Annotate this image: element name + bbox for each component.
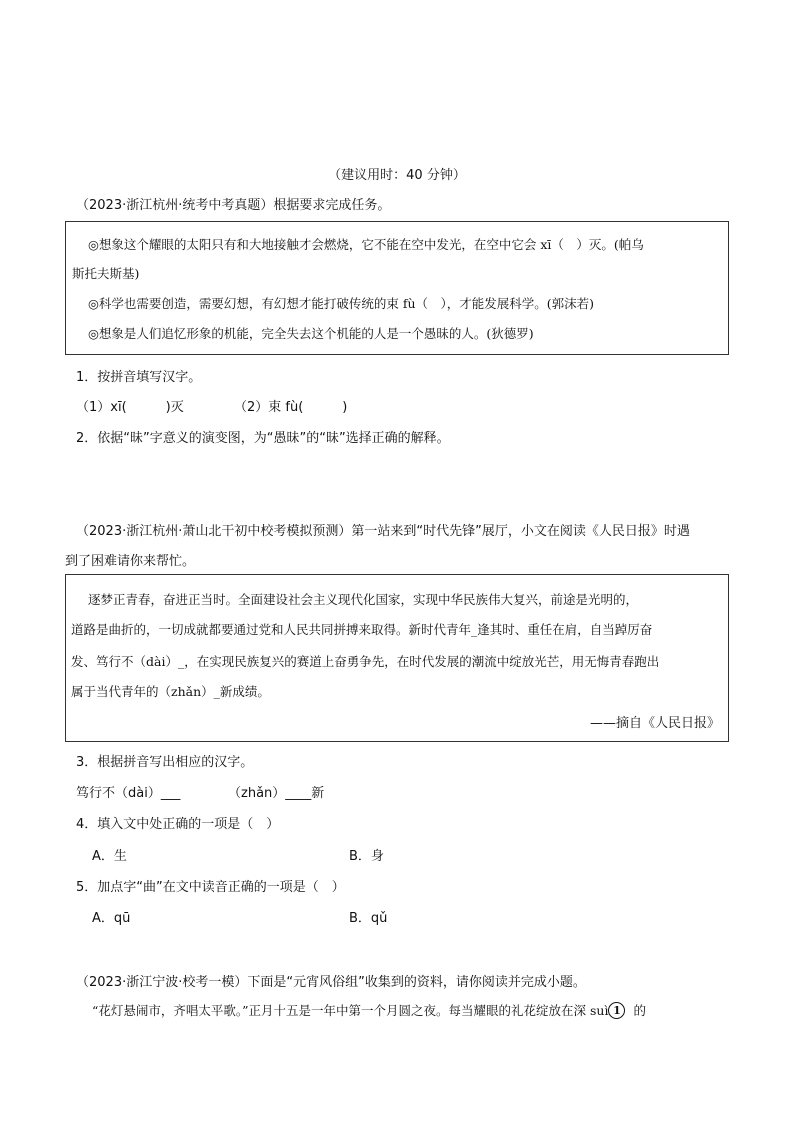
- circled-number-1: 1: [608, 1002, 625, 1019]
- question-5: 5．加点字“曲”在文中读音正确的一项是（ ）: [76, 880, 345, 895]
- quote-box-1: [65, 221, 729, 355]
- article-source: ——摘自《人民日报》: [589, 716, 720, 731]
- section3-intro: （2023·浙江宁波·校考一模）下面是“元宵风俗组”收集到的资料，请你阅读并完成小题。: [76, 975, 586, 990]
- section2-intro-line1: （2023·浙江杭州·萧山北干初中校考模拟预测）第一站来到“时代先锋”展厅，小文在阅读《人民日报》时遇: [76, 524, 690, 539]
- article-line: 属于当代青年的（zhǎn）_新成绩。: [71, 684, 270, 699]
- question-2: 2．依据“昧”字意义的演变图，为“愚昧”的“昧”选择正确的解释。: [76, 431, 450, 446]
- quote-line: ◎想象是人们追忆形象的机能，完全失去这个机能的人是一个愚昧的人。(狄德罗): [88, 326, 534, 341]
- quote-line: ◎想象这个耀眼的太阳只有和大地接触才会燃烧，它不能在空中发光，在空中它会 xī（ ）灭。(帕乌: [88, 237, 644, 252]
- q5-option-a[interactable]: A．qū: [92, 911, 131, 926]
- section3-paragraph: [92, 1001, 646, 1019]
- question-3: 3．根据拼音写出相应的汉字。: [76, 755, 254, 770]
- quote-line: 斯托夫斯基): [72, 266, 140, 281]
- q3-fill-b[interactable]: （zhǎn）____新: [228, 786, 325, 801]
- q5-option-b[interactable]: B．qǔ: [349, 911, 388, 926]
- question-1: 1．按拼音填写汉字。: [76, 370, 202, 385]
- section1-intro: （2023·浙江杭州·统考中考真题）根据要求完成任务。: [76, 198, 391, 213]
- time-hint: （建议用时：40 分钟）: [328, 168, 466, 183]
- q4-option-a[interactable]: A．生: [92, 849, 127, 864]
- question-4: 4．填入文中处正确的一项是（ ）: [76, 817, 280, 832]
- section2-intro-line2: 到了困难请你来帮忙。: [65, 554, 196, 569]
- paragraph-text-end: 的: [633, 1003, 646, 1018]
- quote-line: ◎科学也需要创造，需要幻想，有幻想才能打破传统的束 fù（ ），才能发展科学。(郭沫若): [88, 296, 595, 311]
- q1-fill-a[interactable]: （1）xī( )灭: [76, 400, 184, 415]
- article-line: 道路是曲折的，一切成就都要通过党和人民共同拼搏来取得。新时代青年_逢其时、重任在肩，自当踔厉奋: [71, 622, 653, 637]
- article-line: 逐梦正青春，奋进正当时。全面建设社会主义现代化国家，实现中华民族伟大复兴，前途是光明的，: [88, 592, 639, 607]
- q3-fill-a[interactable]: 笃行不（dài）___: [76, 786, 181, 801]
- quote-box-2: [65, 574, 729, 742]
- paragraph-text: “花灯悬闹市，齐唱太平歌。”正月十五是一年中第一个月圆之夜。每当耀眼的礼花绽放在深 suì: [92, 1003, 609, 1018]
- q4-option-b[interactable]: B．身: [349, 849, 384, 864]
- article-line: 发、笃行不（dài）_，在实现民族复兴的赛道上奋勇争先，在时代发展的潮流中绽放光芒，用无悔青春跑出: [71, 654, 660, 669]
- q1-fill-b[interactable]: （2）束 fù( ): [234, 400, 348, 415]
